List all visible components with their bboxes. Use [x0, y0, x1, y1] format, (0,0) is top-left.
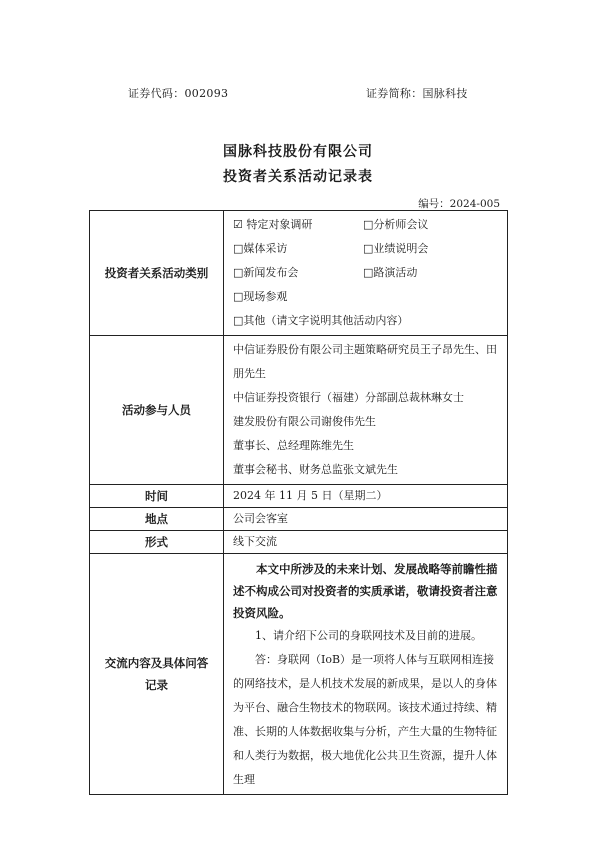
- record-table: [89, 210, 508, 795]
- participants-list: [224, 336, 508, 485]
- category-options: [224, 211, 508, 336]
- record-number: 编号：2024-005: [418, 198, 500, 210]
- format-row: [90, 531, 508, 554]
- option-site-tour: □现场参观: [233, 290, 288, 303]
- participant-line: 董事会秘书、财务总监张文斌先生: [233, 463, 398, 476]
- content-body: [224, 554, 508, 795]
- option-analyst-meeting: □分析师会议: [363, 218, 429, 231]
- time-label: 时间: [90, 485, 224, 508]
- option-other: □其他（请文字说明其他活动内容）: [233, 314, 409, 327]
- option-press-conference: □新闻发布会: [233, 266, 299, 279]
- company-title: 国脉科技股份有限公司: [223, 144, 373, 160]
- participant-line: 中信证券股份有限公司主题策略研究员王子昂先生、田: [233, 343, 497, 356]
- option-media-interview: □媒体采访: [233, 242, 288, 255]
- time-value: 2024 年 11 月 5 日（星期二）: [224, 485, 508, 508]
- option-roadshow: □路演活动: [363, 266, 418, 279]
- location-label: 地点: [90, 508, 224, 531]
- participants-label: 活动参与人员: [90, 336, 224, 485]
- location-value: 公司会客室: [224, 508, 508, 531]
- time-row: [90, 485, 508, 508]
- category-label: 投资者关系活动类别: [90, 211, 224, 336]
- option-site-visit-specific: ☑ 特定对象调研: [233, 218, 313, 231]
- document-title: 投资者关系活动记录表: [223, 169, 373, 185]
- participant-line: 朋先生: [233, 367, 266, 380]
- stock-code: 证券代码：002093: [128, 87, 229, 100]
- participant-line: 董事长、总经理陈维先生: [233, 439, 354, 452]
- location-row: [90, 508, 508, 531]
- category-row: [90, 211, 508, 336]
- content-row: [90, 554, 508, 795]
- format-label: 形式: [90, 531, 224, 554]
- option-earnings-call: □业绩说明会: [363, 242, 429, 255]
- content-label: 交流内容及具体问答记录: [90, 554, 224, 795]
- answer: 答：身联网（IoB）是一项将人体与互联网相连接的网络技术，是人机技术发展的新成果，是以人的身体为平台、融合生物技术的物联网。该技术通过持续、精准、长期的人体数据收集与分析，产生大量的生物特征和人类行为数据，极大地优化公共卫生资源，提升人体生理: [233, 653, 497, 786]
- participant-line: 建发股份有限公司谢俊伟先生: [233, 415, 376, 428]
- stock-abbreviation: 证券简称：国脉科技: [366, 87, 468, 100]
- format-value: 线下交流: [224, 531, 508, 554]
- participants-row: [90, 336, 508, 485]
- disclaimer: 本文中所涉及的未来计划、发展战略等前瞻性描述不构成公司对投资者的实质承诺，敬请投资者注意投资风险。: [233, 562, 498, 620]
- question: 1、请介绍下公司的身联网技术及目前的进展。: [255, 629, 482, 642]
- participant-line: 中信证券投资银行（福建）分部副总裁林琳女士: [233, 391, 464, 404]
